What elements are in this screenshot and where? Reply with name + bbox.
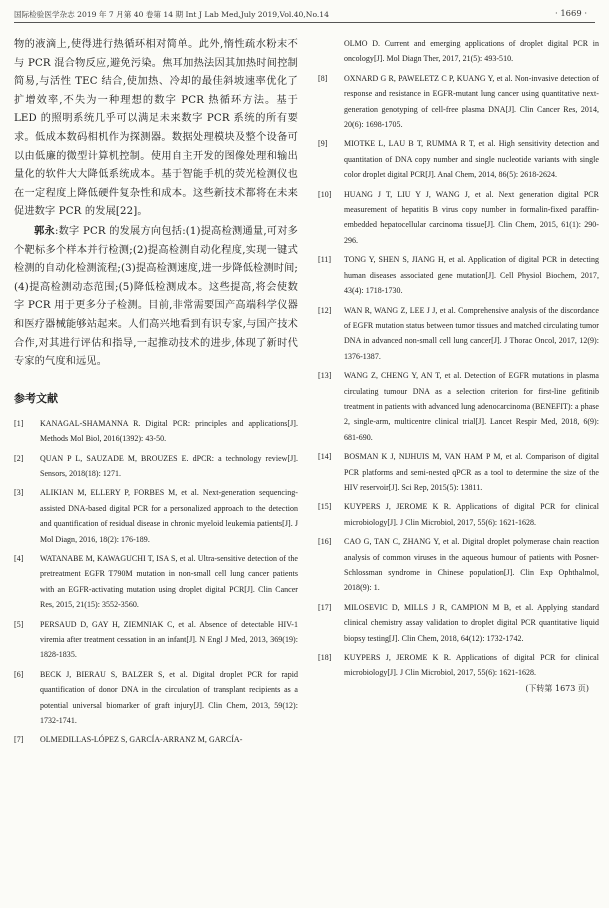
reference-number: [17] <box>318 602 332 612</box>
reference-item <box>14 416 298 447</box>
reference-text: QUAN P L, SAUZADE M, BROUZES E. dPCR: a technology review[J]. Sensors, 2018(18): 1271. <box>40 453 298 478</box>
speaker-name: 郭永 <box>34 224 55 237</box>
reference-number: [5] <box>14 619 24 629</box>
reference-number: [8] <box>318 73 328 83</box>
page-number: · 1669 · <box>555 8 587 18</box>
reference-text: KUYPERS J, JEROME K R. Applications of digital PCR for clinical microbiology[J]. J Clin Microbiol, 2017, 55(6): 1621-1628. <box>344 502 599 527</box>
right-column <box>318 36 599 902</box>
reference-item <box>318 71 599 133</box>
reference-item <box>318 600 599 646</box>
reference-list-right <box>318 71 599 681</box>
reference-text: WAN R, WANG Z, LEE J J, et al. Comprehensive analysis of the discordance of EGFR mutation status between tumor tissues and matched circulating tumor DNA in advanced non-small cell lung cancer[J]. J Thorac Oncol, 2017, 12(9): 1376-1387. <box>344 305 599 361</box>
reference-item <box>318 187 599 249</box>
reference-number: [11] <box>318 255 332 265</box>
reference-item <box>14 451 298 482</box>
reference-text: KANAGAL-SHAMANNA R. Digital PCR: principles and applications[J]. Methods Mol Biol, 2016(1392): 43-50. <box>40 418 298 444</box>
reference-text: CAO G, TAN C, ZHANG Y, et al. Digital droplet polymerase chain reaction analysis of common viruses in the aqueous humour of patients with Posner-Schlossman syndrome in Chinese population[J]. Clin Exp Ophthalmol, 2018(9): 1. <box>344 537 599 593</box>
reference-text: BOSMAN K J, NIJHUIS M, VAN HAM P M, et al. Comparison of digital PCR platforms and semi-nested qPCR as a tool to determine the size of the HIV reservoir[J]. Sci Rep, 2015(5): 13811. <box>344 452 599 492</box>
reference-text: MILOSEVIC D, MILLS J R, CAMPION M B, et al. Applying standard clinical chemistry assay validation to droplet digital PCR quantitative liquid biopsy testing[J]. Clin Chem, 2018, 64(12): 1732-1742. <box>344 602 599 643</box>
reference-text: OLMO D. Current and emerging applications of droplet digital PCR in oncology[J]. Mol Diagn Ther, 2017, 21(5): 493-510. <box>344 39 599 64</box>
reference-item <box>14 667 298 729</box>
reference-number: [1] <box>14 418 24 428</box>
reference-number: [12] <box>318 305 332 315</box>
paragraph-2-text: :数字 PCR 的发展方向包括:(1)提高检测通量,可对多个靶标多个样本并行检测;(2)提高检测自动化程度,实现一键式检测的自动化检测流程;(3)提高检测速度,进一步降低检测时间;(4)提高检测动态范围;(5)降低检测成本。这些提高,将会使数字 PCR 用于更多分子检测。目前,非常需要国产高端科学仪器和医疗器械能够站起来。人们高兴地看到有识专家,与国产技术合作,对其进行评估和指导,一起推动技术的进步,体现了新时代专家的气度和远见。 <box>14 225 298 368</box>
reference-number: [10] <box>318 189 332 199</box>
reference-number: [7] <box>14 735 24 745</box>
reference-item <box>318 368 599 445</box>
reference-item <box>318 650 599 681</box>
continued-note: (下转第 1673 页) <box>525 683 589 693</box>
reference-text: TONG Y, SHEN S, JIANG H, et al. Application of digital PCR in detecting human diseases associated gene mutation[J]. Cell Physiol Biochem, 2017, 43(4): 1718-1730. <box>344 255 599 296</box>
reference-text: WANG Z, CHENG Y, AN T, et al. Detection of EGFR mutations in plasma circulating tumour DNA as a selection criterion for first-line gefitinib treatment in patients with advanced lung adenocarcinoma (BENEFIT): a phase 2, single-arm, multicentre clinical trial[J]. Lancet Respir Med, 2018, 6(9): 681-690. <box>344 371 599 442</box>
reference-item <box>318 252 599 298</box>
reference-item <box>14 732 298 747</box>
reference-text: WATANABE M, KAWAGUCHI T, ISA S, et al. Ultra-sensitive detection of the pretreatment EGFR T790M mutation in non-small cell lung cancer patients with an EGFR-activating mutation using droplet digital PCR[J]. Clin Cancer Res, 2015, 21(15): 3552-3560. <box>40 553 298 610</box>
reference-text: HUANG J T, LIU Y J, WANG J, et al. Next generation digital PCR measurement of hepatitis B virus copy number in formalin-fixed paraffin-embedded hepatocellular carcinoma tissue[J]. Clin Chem, 2015, 61(1): 290-296. <box>344 189 599 245</box>
reference-number: [14] <box>318 452 332 462</box>
reference-number: [13] <box>318 371 332 381</box>
reference-item <box>318 136 599 182</box>
running-header <box>14 8 595 23</box>
reference-continuation <box>318 36 599 67</box>
reference-number: [6] <box>14 669 24 679</box>
reference-text: MIOTKE L, LAU B T, RUMMA R T, et al. High sensitivity detection and quantitation of DNA copy number and single nucleotide variants with single color droplet digital PCR[J]. Anal Chem, 2014, 86(5): 2618-2624. <box>344 139 599 180</box>
reference-list-left <box>14 416 298 748</box>
reference-text: KUYPERS J, JEROME K R. Applications of digital PCR for clinical microbiology[J]. J Clin Microbiol, 2017, 55(6): 1621-1628. <box>344 653 599 678</box>
references-heading: 参考文献 <box>14 391 58 405</box>
reference-number: [18] <box>318 653 332 663</box>
reference-number: [2] <box>14 453 24 463</box>
body-paragraph-2 <box>14 222 298 372</box>
reference-item <box>318 534 599 596</box>
reference-text: ALIKIAN M, ELLERY P, FORBES M, et al. Next-generation sequencing-assisted DNA-based digital PCR for a personalized approach to the detection and quantification of residual disease in chronic myeloid leukemia patients[J]. J Mol Diagn, 2016, 18(2): 176-189. <box>40 488 298 544</box>
reference-item <box>318 303 599 365</box>
reference-text: PERSAUD D, GAY H, ZIEMNIAK C, et al. Absence of detectable HIV-1 viremia after treatment cessation in an infant[J]. N Engl J Med, 2013, 369(19): 1828-1835. <box>40 619 298 660</box>
reference-number: [9] <box>318 139 328 149</box>
reference-text: OLMEDILLAS-LÓPEZ S, GARCÍA-ARRANZ M, GARCÍA- <box>40 735 243 745</box>
reference-number: [16] <box>318 537 332 547</box>
reference-item <box>318 499 599 530</box>
reference-item <box>14 617 298 663</box>
left-column <box>14 36 298 902</box>
reference-item <box>14 551 298 613</box>
reference-number: [3] <box>14 488 24 498</box>
reference-number: [15] <box>318 502 332 512</box>
reference-text: BECK J, BIERAU S, BALZER S, et al. Digital droplet PCR for rapid quantification of donor DNA in the circulation of transplant recipients as a potential universal biomarker of graft injury[J]. Clin Chem, 2013, 59(12): 1732-1741. <box>40 669 298 725</box>
reference-item <box>14 485 298 547</box>
reference-number: [4] <box>14 553 24 563</box>
journal-header-text: 国际检验医学杂志 2019 年 7 月第 40 卷第 14 期 Int J Lab Med,July 2019,Vol.40,No.14 <box>14 10 329 19</box>
body-paragraph-1: 物的液滴上,使得进行热循环相对简单。此外,惰性疏水粉末不与 PCR 混合物反应,避免污染。焦耳加热法因其加热时间控制简易,与活性 TEC 结合,使加热、冷却的最佳斜坡速率优化了扩增效率,不失为一种理想的数字 PCR 热循环方法。基于 LED 的照明系统几乎可以满足未来数字 PCR 系统的所有要求。低成本数码相机作为探测器。数据处理模块及整个设备可以由低廉的微型计算机控制。使用自主开发的图像处理和输出量化的软件大大降低系统成本。基于智能手机的荧光检测仪也在一定程度上降低硬件复杂性和成本。这些新技术都将在未来促进数字 PCR 的发展[22]。 <box>14 39 298 218</box>
reference-item <box>318 449 599 495</box>
reference-text: OXNARD G R, PAWELETZ C P, KUANG Y, et al. Non-invasive detection of response and resistance in EGFR-mutant lung cancer using quantitative next-generation genotyping of cell-free plasma DNA[J]. Clin Cancer Res, 2014, 20(6): 1698-1705. <box>344 73 599 130</box>
